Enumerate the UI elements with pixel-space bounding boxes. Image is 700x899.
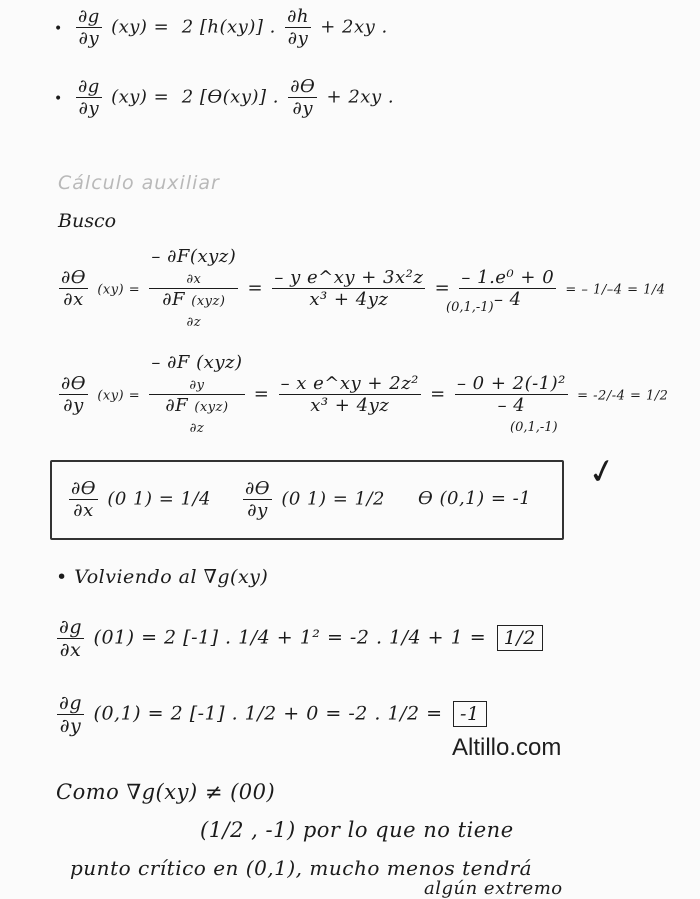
equation-dg-dy-theta: • $\frac{\partial g}{\partial y}$ (xy) = 2 [ϴ(xy)] . $\frac{\partial ϴ}{\partial y}$ + 2xy . bbox=[54, 76, 395, 119]
conclusion-line-2: (1/2 , -1) por lo que no tiene bbox=[200, 818, 514, 842]
conclusion-line-4: algún extremo bbox=[424, 878, 563, 899]
aux-heading: Cálculo auxiliar bbox=[58, 172, 220, 194]
gradient-y-line: $\frac{\partial g}{\partial y}$ (0,1) = 2 [-1] . 1/2 + 0 = -2 . 1/2 = -1 bbox=[54, 692, 487, 737]
fraction-dg-dy: $\frac{\partial g}{\partial y}$ bbox=[78, 76, 100, 119]
volviendo-heading: • Volviendo al ∇g(xy) bbox=[56, 566, 269, 588]
dtheta-dx-block: $\frac{\partial ϴ}{\partial x}$ (xy) = – ∂F(xyz) ∂x ∂F (xyz) ∂z = $\frac{\text{– y e\textasciicircum{}xy + 3x²z}}{\text{x³ + 4yz}}$ = $\frac{\text{– 1.e⁰ + 0}}{- 4}$ = – 1/–4 = 1/4 bbox=[61, 246, 666, 330]
fraction-dg-dy: $\frac{\partial g}{\partial y}$ bbox=[78, 6, 100, 49]
implicit-fraction-y: – ∂F (xyz) ∂y ∂F (xyz) ∂z bbox=[151, 352, 243, 436]
expression-fraction-x: $\frac{\text{– y e\textasciicircum{}xy + 3x²z}}{\text{x³ + 4yz}}$ bbox=[274, 267, 424, 310]
check-mark-icon: ✓ bbox=[584, 449, 621, 495]
expression-fraction-y: $\frac{\text{– x e\textasciicircum{}xy + 2z²}}{\text{x³ + 4yz}}$ bbox=[280, 373, 419, 416]
summary-theta-value: ϴ (0,1) = -1 bbox=[418, 488, 532, 509]
summary-dtheta-dy: $\frac{\partial ϴ}{\partial y}$ (0 1) = 1/2 bbox=[245, 478, 385, 521]
conclusion-line-3: punto crítico en (0,1), mucho menos tendrá bbox=[70, 856, 533, 880]
fraction-dtheta-dx: $\frac{\partial ϴ}{\partial x}$ bbox=[61, 267, 87, 310]
point-label-x: (0,1,-1) bbox=[446, 300, 494, 315]
fraction-dh-dy: $\frac{\partial h}{\partial y}$ bbox=[287, 6, 309, 49]
answer-box-y: -1 bbox=[453, 701, 487, 727]
point-label-y: (0,1,-1) bbox=[510, 420, 558, 435]
dtheta-dy-block: $\frac{\partial ϴ}{\partial y}$ (xy) = – ∂F (xyz) ∂y ∂F (xyz) ∂z = $\frac{\text{– x e\textasciicircum{}xy + 2z²}}{\text{x³ + 4yz}}$ = $\frac{\text{– 0 + 2(-1)²}}{- 4}$ = -2/-4 = 1/2 bbox=[61, 352, 669, 436]
gradient-x-line: $\frac{\partial g}{\partial x}$ (01) = 2 [-1] . 1/4 + 1² = -2 . 1/4 + 1 = 1/2 bbox=[54, 616, 543, 661]
watermark: Altillo.com bbox=[452, 734, 562, 761]
fraction-dtheta-dy: $\frac{\partial ϴ}{\partial y}$ bbox=[290, 76, 316, 119]
implicit-fraction-x: – ∂F(xyz) ∂x ∂F (xyz) ∂z bbox=[151, 246, 237, 330]
evaluated-fraction-y: $\frac{\text{– 0 + 2(-1)²}}{- 4}$ bbox=[456, 373, 566, 416]
summary-dtheta-dx: $\frac{\partial ϴ}{\partial x}$ (0 1) = 1/4 bbox=[71, 478, 211, 521]
busco-label: Busco bbox=[58, 210, 117, 232]
answer-box-x: 1/2 bbox=[497, 625, 543, 651]
equation-dg-dy-h: • $\frac{\partial g}{\partial y}$ (xy) = 2 [h(xy)] . $\frac{\partial h}{\partial y}$ + 2xy . bbox=[54, 6, 388, 49]
evaluated-fraction-x: $\frac{\text{– 1.e⁰ + 0}}{- 4}$ bbox=[461, 267, 555, 310]
conclusion-line-1: Como ∇g(xy) ≠ (00) bbox=[56, 780, 276, 804]
fraction-dtheta-dy: $\frac{\partial ϴ}{\partial y}$ bbox=[61, 373, 87, 416]
